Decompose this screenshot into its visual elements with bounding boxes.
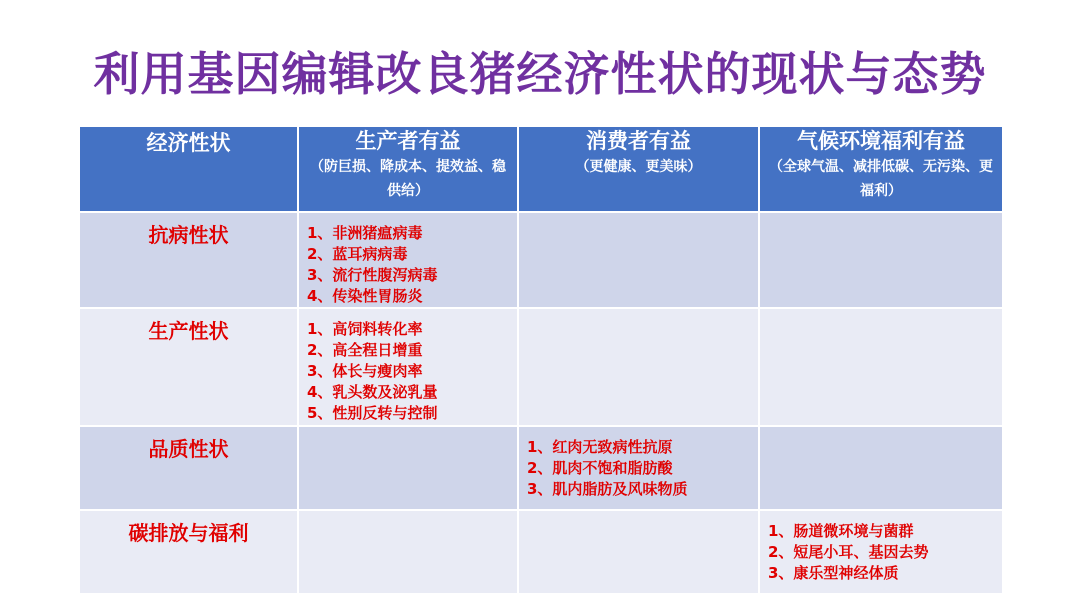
cell-producer	[298, 510, 518, 594]
header-producer-title: 生产者有益	[355, 129, 461, 153]
header-climate-title: 气候环境福利有益	[797, 129, 965, 153]
cell-consumer	[518, 426, 759, 510]
table-header-row	[79, 126, 1003, 212]
header-climate-sub: （全球气温、减排低碳、无污染、更福利）	[769, 159, 993, 199]
row-label: 碳排放与福利	[79, 510, 298, 594]
table-row	[79, 308, 1003, 426]
list-item: 3、体长与瘦肉率	[307, 362, 423, 380]
list-item: 4、乳头数及泌乳量	[307, 383, 438, 401]
list-item: 1、非洲猪瘟病毒	[307, 224, 423, 242]
cell-climate	[759, 212, 1003, 308]
cell-consumer	[518, 510, 759, 594]
header-consumer	[518, 126, 759, 212]
cell-consumer	[518, 308, 759, 426]
list-item: 2、肌肉不饱和脂肪酸	[527, 459, 673, 477]
list-item: 5、性别反转与控制	[307, 404, 438, 422]
cell-consumer	[518, 212, 759, 308]
list-item: 2、短尾小耳、基因去势	[768, 543, 929, 561]
item-list	[299, 309, 517, 424]
list-item: 1、肠道微环境与菌群	[768, 522, 914, 540]
header-climate	[759, 126, 1003, 212]
list-item: 1、红肉无致病性抗原	[527, 438, 673, 456]
list-item: 3、流行性腹泻病毒	[307, 266, 438, 284]
list-item: 2、蓝耳病病毒	[307, 245, 408, 263]
row-label: 生产性状	[79, 308, 298, 426]
header-consumer-title: 消费者有益	[586, 129, 691, 153]
list-item: 4、传染性胃肠炎	[307, 287, 423, 305]
cell-producer	[298, 426, 518, 510]
header-consumer-sub: （更健康、更美味）	[575, 159, 702, 175]
table-row	[79, 212, 1003, 308]
header-economic-traits: 经济性状	[79, 126, 298, 212]
slide-title: 利用基因编辑改良猪经济性状的现状与态势	[93, 47, 987, 101]
header-producer-sub: （防巨损、降成本、提效益、稳供给）	[310, 159, 506, 199]
row-label: 抗病性状	[79, 212, 298, 308]
list-item: 1、高饲料转化率	[307, 320, 423, 338]
cell-climate	[759, 510, 1003, 594]
cell-producer	[298, 308, 518, 426]
cell-climate	[759, 308, 1003, 426]
traits-table	[78, 125, 1004, 595]
row-label: 品质性状	[79, 426, 298, 510]
list-item: 3、肌内脂肪及风味物质	[527, 480, 688, 498]
cell-climate	[759, 426, 1003, 510]
item-list	[519, 427, 758, 500]
cell-producer	[298, 212, 518, 308]
header-producer	[298, 126, 518, 212]
item-list	[760, 511, 1002, 584]
table-row	[79, 510, 1003, 594]
item-list	[299, 213, 517, 307]
list-item: 2、高全程日增重	[307, 341, 423, 359]
list-item: 3、康乐型神经体质	[768, 564, 899, 582]
table-row	[79, 426, 1003, 510]
table-body	[79, 212, 1003, 594]
